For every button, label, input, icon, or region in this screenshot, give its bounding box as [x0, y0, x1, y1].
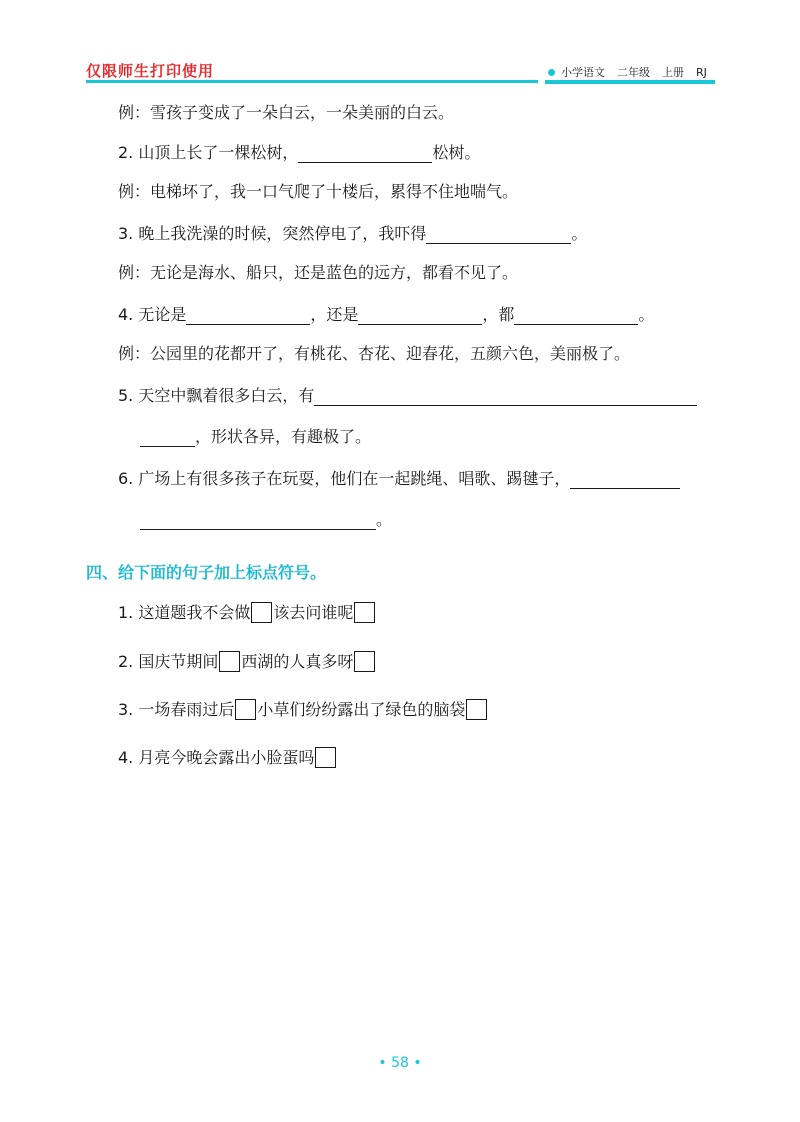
question-5-text-b: ，形状各异，有趣极了。 [195, 427, 372, 446]
question-2 [118, 141, 480, 163]
header-grade: 二年级 [617, 66, 650, 79]
question-4 [118, 303, 654, 325]
punctuation-box[interactable] [466, 699, 487, 720]
question-6-text-a: 6. 广场上有很多孩子在玩耍，他们在一起跳绳、唱歌、踢毽子， [118, 469, 571, 488]
header-edition: RJ [696, 65, 707, 79]
question-4-text-c: ，都 [482, 305, 515, 324]
question-2-text-a: 2. 山顶上长了一棵松树， [118, 143, 299, 162]
bullet-dot-icon [548, 69, 555, 76]
punct-2-text-b: 西湖的人真多呀 [241, 652, 354, 671]
punct-2-text-a: 2. 国庆节期间 [118, 652, 219, 671]
punctuation-box[interactable] [219, 651, 240, 672]
punctuation-box[interactable] [235, 699, 256, 720]
question-3-text-a: 3. 晚上我洗澡的时候，突然停电了，我吓得 [118, 224, 427, 243]
punct-item-4 [118, 746, 337, 768]
punct-1-text-b: 该去问谁呢 [273, 603, 354, 622]
punct-3-text-b: 小草们纷纷露出了绿色的脑袋 [257, 700, 466, 719]
question-5-text-a: 5. 天空中飘着很多白云，有 [118, 386, 315, 405]
header-divider-left [86, 80, 538, 83]
answer-blank[interactable] [186, 306, 310, 325]
header-volume: 上册 [662, 66, 684, 79]
punct-item-3 [118, 698, 488, 720]
page-number: • 58 • [378, 1055, 422, 1071]
question-6-continued [140, 508, 392, 530]
example-1 [118, 101, 454, 123]
example-4-text: 例：公园里的花都开了，有桃花、杏花、迎春花，五颜六色，美丽极了。 [118, 344, 631, 363]
punct-item-2 [118, 650, 376, 672]
question-2-text-b: 松树。 [432, 143, 481, 162]
answer-blank[interactable] [298, 144, 432, 163]
punctuation-box[interactable] [315, 747, 336, 768]
question-3-text-b: 。 [571, 224, 588, 243]
section-4-title: 四、给下面的句子加上标点符号。 [86, 563, 327, 582]
question-6-text-b: 。 [376, 510, 393, 529]
example-4 [118, 342, 630, 364]
answer-blank[interactable] [140, 511, 376, 530]
question-4-text-b: ，还是 [310, 305, 359, 324]
example-3 [118, 261, 518, 283]
question-4-text-d: 。 [638, 305, 655, 324]
punct-item-1 [118, 601, 376, 623]
punct-3-text-a: 3. 一场春雨过后 [118, 700, 235, 719]
header-right-info [548, 64, 707, 80]
answer-blank[interactable] [570, 470, 680, 489]
question-4-text-a: 4. 无论是 [118, 305, 187, 324]
punctuation-box[interactable] [251, 602, 272, 623]
example-1-text: 例：雪孩子变成了一朵白云，一朵美丽的白云。 [118, 103, 455, 122]
punct-1-text-a: 1. 这道题我不会做 [118, 603, 251, 622]
answer-blank[interactable] [140, 428, 195, 447]
punctuation-box[interactable] [354, 602, 375, 623]
header-subject: 小学语文 [561, 66, 605, 79]
answer-blank[interactable] [314, 387, 697, 406]
question-6 [118, 467, 680, 489]
punctuation-box[interactable] [354, 651, 375, 672]
header-left-label: 仅限师生打印使用 [86, 62, 215, 80]
example-3-text: 例：无论是海水、船只，还是蓝色的远方，都看不见了。 [118, 263, 519, 282]
example-2-text: 例：电梯坏了，我一口气爬了十楼后，累得不住地喘气。 [118, 182, 519, 201]
answer-blank[interactable] [426, 225, 571, 244]
header-divider-right [545, 80, 715, 84]
question-5 [118, 384, 697, 406]
answer-blank[interactable] [514, 306, 638, 325]
question-5-continued [140, 425, 371, 447]
answer-blank[interactable] [358, 306, 482, 325]
punct-4-text-a: 4. 月亮今晚会露出小脸蛋吗 [118, 748, 315, 767]
example-2 [118, 180, 518, 202]
question-3 [118, 222, 587, 244]
